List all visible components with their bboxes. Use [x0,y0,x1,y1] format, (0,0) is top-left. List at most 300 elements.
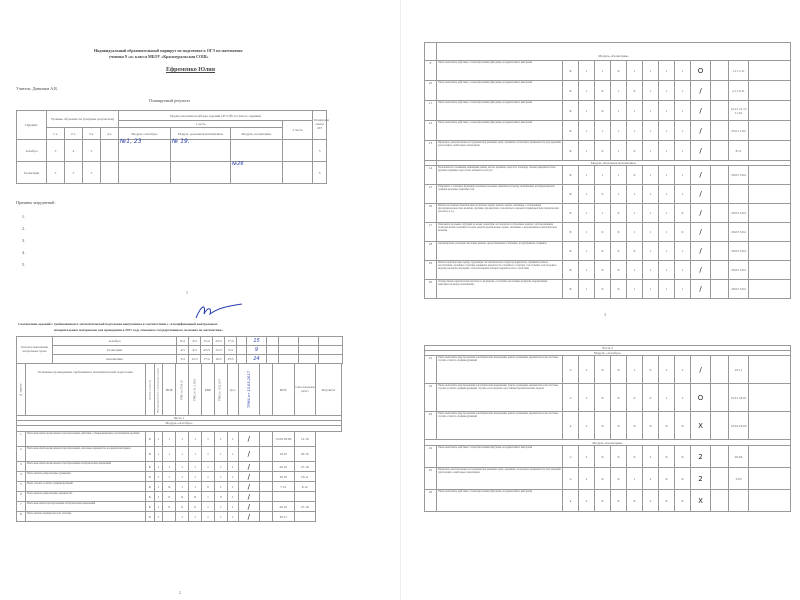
header-mod-algebra: Модуль «алгебра» [119,128,171,140]
row-algebra-tasks: №1, 23 [119,140,171,162]
score-cell: 1 [643,166,659,185]
task-number: 23 [425,412,437,440]
reason-item: 4. [22,250,25,255]
difficulty-level: Б [563,185,579,204]
teacher-name: Учитель: Данилина А.В. [16,86,58,91]
grade-mark: / [691,204,711,223]
task-number: 22 [425,384,437,412]
task-requirement: Проводить доказательные рассуждения при решении задач, оценивать логическую правильность рассуждений, распознавать ошибочные заключения [437,468,563,490]
header-selection: Предполагаемая подборка заданий ОГЭ (№ тестового задания) [119,111,313,121]
task-requirement: Уметь выполнять действия с геометрическими фигурами, координатами и векторами [437,61,563,81]
score-cell: 1 [627,185,643,204]
score-cell: 1 [579,101,595,121]
row-grade: 5 [313,140,327,162]
difficulty-level: Б [563,101,579,121]
page1-title-line1: Индивидуальный образовательный маршрут по подготовке к ОГЭ по математике [94,48,243,53]
score-cell: 1 [675,121,691,141]
row-algebra-tasks [119,162,171,184]
header-result: Результат [316,364,342,416]
score-cell: 1 [643,280,659,299]
table-row [425,204,791,223]
row-geom-tasks [231,140,283,162]
summary-val: 3/4 [177,355,189,364]
score-cell: 0 [627,166,643,185]
score-cell: 2 [659,356,675,384]
date-cell: 29.03 5.04 [729,204,749,223]
row-q3: 5 [83,162,101,184]
score-cell: 1 [154,512,163,522]
blank-cell [711,223,729,242]
blank-cell [260,462,273,472]
task-number: 7 [17,502,26,512]
score-cell: 0 [675,204,691,223]
blank-cell [711,204,729,223]
blank-cell [711,490,729,512]
score-cell: 1 [659,204,675,223]
blank-cell [260,447,273,462]
score-cell: 1 [163,447,176,462]
summary-val: 4/3/5 [201,346,213,355]
summary-label: Алгебра [53,337,177,346]
score-cell: 1 [675,166,691,185]
task-requirement: Уметь решать неравенства и их системы [25,512,146,522]
score-cell: 1 [154,472,163,482]
score-cell: X [611,61,627,81]
score-cell: X [643,412,659,440]
score-cell: 1 [659,280,675,299]
score-cell: 2 [579,446,595,468]
row-subject: Геометрия [17,162,47,184]
document-page-4 [424,335,790,597]
task-requirement: Описывать реальные ситуации на языке геометрии, исследовать построенные модели с использованием геометрических понятий и теорем, решать практические задачи, связанные с нахождением геометрических величин [437,223,563,242]
score-cell: 1 [202,512,215,522]
date-cell: 2.11 9.11 [729,81,749,101]
header-q3: 3 ч. [83,128,101,140]
score-cell: 0 [163,492,176,502]
task-number: 19 [425,261,437,280]
score-cell: 1 [579,121,595,141]
score-cell: 1 [154,482,163,492]
date-cell: 25.01 1.02 [729,121,749,141]
date-cell: 23.11 [729,356,749,384]
blank-cell [711,356,729,384]
result-cell [749,61,791,81]
table-row [425,356,791,384]
row-q4 [101,162,119,184]
score-cell: 0 [643,384,659,412]
score-cell: 1 [227,462,238,472]
score-cell: 2 [675,384,691,412]
task-number: 24 [425,446,437,468]
task-requirement: Уметь решать рациональные уравнения [25,472,146,482]
result-cell [749,356,791,384]
difficulty-level: Б [563,280,579,299]
score-cell: 2 [579,412,595,440]
score-cell: 2 [579,356,595,384]
date-cell [729,490,749,512]
score-cell: 1 [189,432,202,447]
task-requirement: Уметь выполнять действия с геометрическими фигурами, координатами и векторами [437,81,563,101]
score-cell: 1 [214,482,227,492]
task-requirement: Уметь выполнять действия с геометрическими фигурами, координатами и векторами [437,101,563,121]
header-mod-real: Модуль «реальная математика» [171,128,231,140]
score-cell: 1 [595,61,611,81]
date-cell: 27.10 [294,502,316,512]
summary-blank [267,337,279,346]
reason-item: 3. [22,238,25,243]
task-requirement: Уметь выполнять вычисления и преобразования, числовые неравенства, координатная прямая [25,447,146,462]
score-cell: 1 [154,462,163,472]
task-number: 9 [425,61,437,81]
score-cell: 1 [643,101,659,121]
score-cell: 1 [675,61,691,81]
task-requirement: Решать несложные практические расчетные задачи; решать задачи, связанные с отношением, пропорциональностью величин, дробями, процентами; пользоваться оценкой и прикидкой при практических расчетах, и т.д. [437,204,563,223]
score-cell: 1 [189,482,202,492]
blank-cell [711,384,729,412]
header-vpr: ВПР [163,364,176,416]
page-number: 2 [179,590,181,595]
score-cell: 1 [579,166,595,185]
reason-item: 1. [22,214,25,219]
score-cell: 1 [176,432,189,447]
header-max: Максимальный балл за выполнение задания [154,364,163,416]
score-cell: 1 [154,432,163,447]
header-trm4: ТРМ4 от 15.05.2017 [238,364,260,416]
reasons-heading: Причины затруднений : [16,200,57,205]
score-cell: X [595,412,611,440]
task-number: 11 [425,101,437,121]
blank-cell [260,472,273,482]
header-blank [260,364,273,416]
summary-blank [279,337,299,346]
score-cell: 1 [202,432,215,447]
table-row [17,337,343,346]
table-row [425,384,791,412]
summary-val: 12/3 [189,355,201,364]
header-part1: 1 часть [119,121,283,128]
table-row [425,61,791,81]
blank-cell [711,61,729,81]
module-label: Модуль «Геометрия» [437,43,791,61]
score-cell: 1 [579,280,595,299]
score-cell: X [611,384,627,412]
result-cell [749,446,791,468]
signature-icon [194,302,244,320]
task-number: 12 [425,121,437,141]
grade-mark: / [691,223,711,242]
result-cell [749,121,791,141]
task-number: 1 [17,432,26,447]
task-number: 21 [425,356,437,384]
header-trm3: ТРМ3 от 15.02.2017 [214,364,227,416]
result-cell [749,204,791,223]
task-requirement: Уметь выполнять преобразования алгебраических выражений [25,502,146,512]
score-cell: 1 [611,166,627,185]
table-row [17,502,342,512]
summary-val: 5/4 [225,346,237,355]
score-cell: 1 [643,223,659,242]
result-cell [749,166,791,185]
difficulty-level: п [563,446,579,468]
score-cell: X [611,412,627,440]
score-cell: 1 [611,81,627,101]
score-cell: 1 [154,447,163,462]
summary-val: 15/4 [213,346,225,355]
page-number: 1 [186,290,188,295]
summary-blank [279,346,299,355]
score-cell: 1 [627,356,643,384]
score-cell: X [675,412,691,440]
table-row [425,185,791,204]
score-cell: 1 [643,185,659,204]
score-cell: 1 [214,512,227,522]
score-cell: X [659,490,675,512]
grade-mark: 2 [691,446,711,468]
difficulty-level: Б [146,502,155,512]
date-cell: 12.10 [294,432,316,447]
page2-title-line2: измерительных материалов для проведения в 2017 году основного государственного экзамена по математике» [54,328,223,332]
score-cell: 1 [627,261,643,280]
score-cell: 1 [202,462,215,472]
date-cell: 29.03 5.04 [729,261,749,280]
header-rkr: РКР [202,364,215,416]
grade-mark: X [691,412,711,440]
score-cell: 2 [643,446,659,468]
date-cell [294,492,316,502]
task-requirement: Решать практические задачи, требующие систематического перебора вариантов; сравнивать шансы наступления случайных событий, оценивать вероятности случайного события, сопоставлять и исследовать модели реальной ситуацией с использованием аппарата вероятности и статистики [437,261,563,280]
score-cell: X [675,490,691,512]
score-cell: 1 [202,447,215,462]
difficulty-level: Б [146,447,155,462]
score-cell: 0 [189,502,202,512]
header-trm2: ТРМ2 от 10.11.2016 [189,364,202,416]
blank-cell [711,280,729,299]
summary-label: Геометрия [53,346,177,355]
score-cell: X [595,356,611,384]
blank-cell [711,261,729,280]
module-label: Модуль «Алгебра» [17,421,342,426]
row-subject: Алгебра [17,140,47,162]
score-cell: 1 [627,101,643,121]
date-cell: 16.11 [294,472,316,482]
table-row [425,166,791,185]
date-cell [273,492,295,502]
task-number: 16 [425,204,437,223]
score-cell: X [659,412,675,440]
score-cell: X [611,223,627,242]
table-row [425,412,791,440]
date-cell: 29.03 5.04 [729,242,749,261]
score-cell: 1 [163,432,176,447]
score-cell: X [627,412,643,440]
score-cell: 1 [659,223,675,242]
header-q2: 2 ч. [65,128,83,140]
score-cell: 0 [611,242,627,261]
table-row [17,346,343,355]
result-cell [749,101,791,121]
score-cell: 1 [176,482,189,492]
blank-cell [260,432,273,447]
date-cell [729,185,749,204]
score-cell: 1 [627,121,643,141]
summary-val: 23/5 [213,337,225,346]
summary-val: 15/4 [201,337,213,346]
result-cell [749,223,791,242]
score-cell: 0 [176,502,189,512]
header-level: Уровень обученности (текущие результаты) [47,111,119,128]
score-cell: 1 [579,61,595,81]
score-cell: 1 [643,61,659,81]
score-cell: X [595,261,611,280]
score-cell: 1 [227,492,238,502]
score-cell: X [675,468,691,490]
task-number: 15 [425,185,437,204]
grade-mark: / [691,185,711,204]
score-cell: X [189,492,202,502]
table-row [17,140,327,162]
requirements-table-3 [424,345,791,512]
part-label: Часть 1 [17,416,342,421]
score-cell: 1 [627,280,643,299]
grade-mark: / [691,242,711,261]
score-cell: 1 [675,101,691,121]
difficulty-level: Б [563,242,579,261]
grade-mark: O [691,61,711,81]
page2-title-line1: Соотнесение заданий с требованиями к математической подготовке выпускника в соответствии с «Спецификацией контрольных [18,322,218,326]
date-cell: 26.10 [273,502,295,512]
difficulty-level: Б [563,141,579,161]
header-trm1: ТРМ1 от 27.09.16 [176,364,189,416]
date-cell: 1.11 2.11 [729,61,749,81]
blank-cell [711,468,729,490]
summary-hand: 24 [247,355,267,364]
grade-mark: / [691,280,711,299]
row-geom-tasks: №26 [231,162,283,184]
grade-mark: / [691,166,711,185]
score-cell: 1 [643,204,659,223]
row-q2: 4 [65,140,83,162]
summary-val: 16/5 [213,355,225,364]
score-cell: 0 [595,141,611,161]
summary-hand: 9 [247,346,267,355]
score-cell: 0 [214,492,227,502]
score-cell: 0 [595,223,611,242]
grade-mark: / [238,447,260,462]
grade-mark: / [691,261,711,280]
result-cell [749,185,791,204]
row-grade: 5 [313,162,327,184]
task-requirement: Уметь выполнять преобразования алгебраических выражений, решать уравнения, неравенства и их системы, строить и читать графики функций [437,412,563,440]
requirements-table-1 [16,363,342,522]
score-cell: 1 [579,204,595,223]
difficulty-level: Б [146,482,155,492]
date-cell: 26.10 [273,462,295,472]
score-cell: 1 [675,185,691,204]
document-page-2 [14,300,364,598]
row-q1: 5 [47,162,65,184]
score-cell: 1 [163,462,176,472]
blank-cell [711,185,729,204]
score-cell: 1 [189,512,202,522]
blank-cell [711,101,729,121]
blank-cell [260,482,273,492]
table-row [17,482,342,492]
score-cell: 1 [675,242,691,261]
table-row [425,242,791,261]
result-cell [749,468,791,490]
score-cell: 1 [579,185,595,204]
grade-mark: / [238,462,260,472]
task-requirement: Уметь выполнять вычисления и преобразования алгебраических выражений [25,462,146,472]
score-cell: 0 [643,356,659,384]
score-cell: 1 [611,141,627,161]
score-cell: 1 [202,472,215,482]
row-part2 [283,140,313,162]
table-row [17,447,342,462]
score-cell: 1 [189,462,202,472]
summary-blank [319,337,343,346]
date-cell: 14.12 21.12 11.01 [729,101,749,121]
difficulty-level: Б [563,81,579,101]
task-requirement: Осуществлять практические расчеты по формулам, составлять несложные формулы, выражающие зависимости между величинами [437,280,563,299]
task-number: 17 [425,223,437,242]
score-cell: 1 [163,472,176,482]
score-cell: 1 [202,502,215,512]
score-cell: 1 [579,141,595,161]
module-label: Модуль «Геометрия» [425,440,791,446]
score-cell: 1 [659,166,675,185]
blank-cell [260,512,273,522]
page-number: 3 [604,312,606,317]
header-gr1: Гр.1 [227,364,238,416]
score-cell: X [659,446,675,468]
difficulty-level: Б [563,223,579,242]
task-number: 13 [425,141,437,161]
score-cell: 1 [154,502,163,512]
score-cell: 1 [189,472,202,482]
summary-blank [299,337,319,346]
summary-val: 4/3 [189,337,201,346]
header-self: Самостоятельная работа [294,364,316,416]
score-cell: X [659,468,675,490]
date-cell: 29.03 5.04 [729,166,749,185]
date-cell: 12.04 19.04 [729,412,749,440]
task-number: 25 [425,468,437,490]
score-cell: x [643,490,659,512]
difficulty-level: п [563,468,579,490]
score-cell: 1 [659,242,675,261]
task-requirement: Анализировать реальные числовые данные, представленные в таблицах, на диаграммах, графиках [437,242,563,261]
score-cell: 1 [643,141,659,161]
date-cell: 20.10 [294,447,316,462]
difficulty-level: Б [146,462,155,472]
planned-result-table [16,110,327,184]
date-cell: 26.04 [729,446,749,468]
task-number: 2 [17,447,26,462]
reason-item: 2. [22,226,25,231]
result-cell [749,141,791,161]
score-cell: 1 [627,223,643,242]
difficulty-level: Б [563,166,579,185]
table-row [425,446,791,468]
task-number: 3 [17,462,26,472]
date-cell: 30.11 [273,512,295,522]
task-requirement: Пользоваться основными единицами длины, массы, времени, скорости, площади, объема; выражать более крупные единицы через более мелкие и наоборот [437,166,563,185]
table-row [17,472,342,482]
score-cell: 1 [643,261,659,280]
row-real-tasks: № 19. [171,140,231,162]
header-level: Уровень сложности [146,364,155,416]
